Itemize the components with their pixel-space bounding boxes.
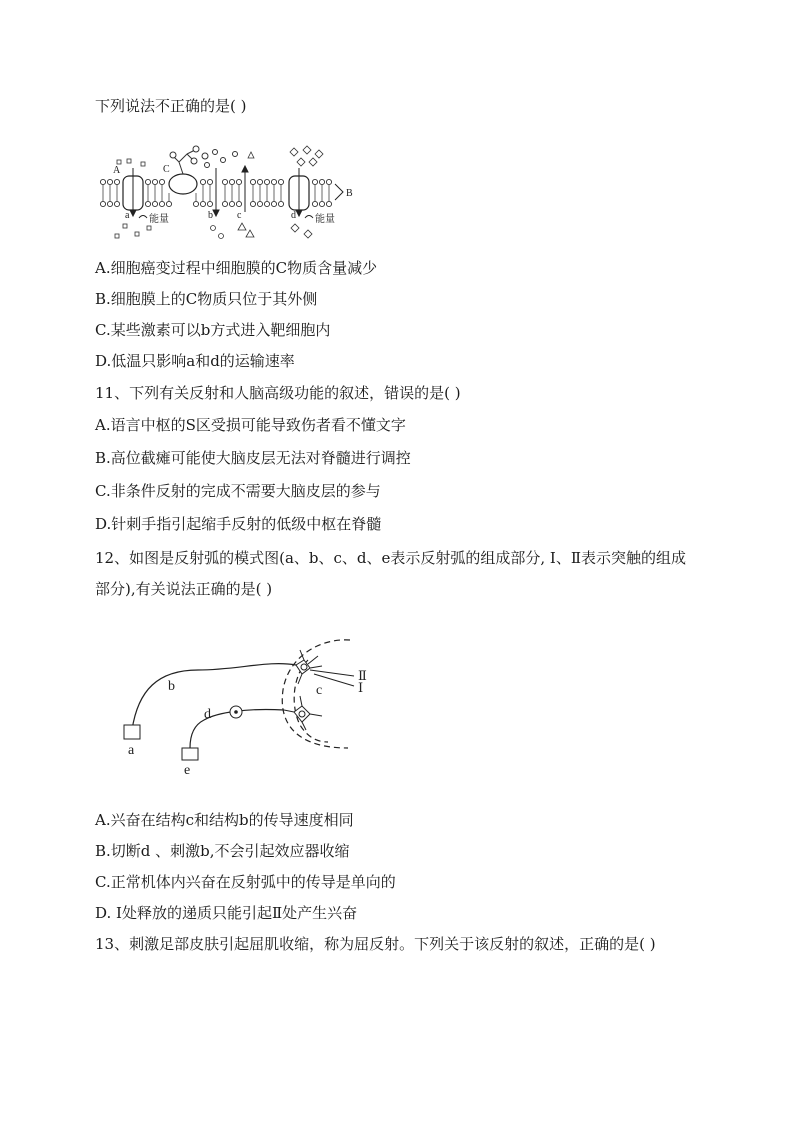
q11-option-c: C.非条件反射的完成不需要大脑皮层的参与 xyxy=(95,482,381,500)
label-I: Ⅰ xyxy=(358,680,364,695)
label-d: d xyxy=(291,210,296,221)
label-a: a xyxy=(125,210,130,221)
label-energy-right: 能量 xyxy=(315,214,335,225)
label-b: b xyxy=(208,210,213,221)
q10-option-b: B.细胞膜上的C物质只位于其外侧 xyxy=(95,290,318,308)
fig2-label-e: e xyxy=(184,763,191,778)
label-energy-left: 能量 xyxy=(149,214,169,225)
q12-option-a: A.兴奋在结构c和结构b的传导速度相同 xyxy=(95,811,354,829)
q12-option-c: C.正常机体内兴奋在反射弧中的传导是单向的 xyxy=(95,873,396,891)
intro-text: 下列说法不正确的是( ) xyxy=(95,97,247,115)
q10-option-d: D.低温只影响a和d的运输速率 xyxy=(95,352,295,370)
membrane-diagram xyxy=(95,140,365,250)
q12-option-b: B.切断d 、刺激b,不会引起效应器收缩 xyxy=(95,842,350,860)
label-C: C xyxy=(163,164,170,175)
label-c: c xyxy=(237,210,242,221)
q11-option-a: A.语言中枢的S区受损可能导致伤者看不懂文字 xyxy=(95,416,406,434)
reflex-arc-diagram xyxy=(118,630,378,780)
fig2-label-b: b xyxy=(168,679,175,694)
fig2-label-a: a xyxy=(128,743,135,758)
q11-option-d: D.针刺手指引起缩手反射的低级中枢在脊髓 xyxy=(95,515,382,533)
label-II: Ⅱ xyxy=(358,668,367,683)
label-B: B xyxy=(346,188,353,199)
q12-option-d: D. Ⅰ处释放的递质只能引起Ⅱ处产生兴奋 xyxy=(95,904,358,922)
fig2-label-c: c xyxy=(316,683,323,698)
label-A: A xyxy=(113,165,121,176)
q10-option-a: A.细胞癌变过程中细胞膜的C物质含量减少 xyxy=(95,259,378,277)
fig2-label-d: d xyxy=(204,707,211,722)
q11-option-b: B.高位截瘫可能使大脑皮层无法对脊髓进行调控 xyxy=(95,449,411,467)
q12-stem: 12、如图是反射弧的模式图(a、b、c、d、e表示反射弧的组成部分, Ⅰ、Ⅱ表示突触的组成部分),有关说法正确的是( ) xyxy=(95,549,687,598)
q10-option-c: C.某些激素可以b方式进入靶细胞内 xyxy=(95,321,331,339)
q11-stem: 11、下列有关反射和人脑高级功能的叙述，错误的是( ) xyxy=(95,384,461,402)
q13-stem: 13、刺激足部皮肤引起屈肌收缩，称为屈反射。下列关于该反射的叙述，正确的是( ) xyxy=(95,935,656,953)
